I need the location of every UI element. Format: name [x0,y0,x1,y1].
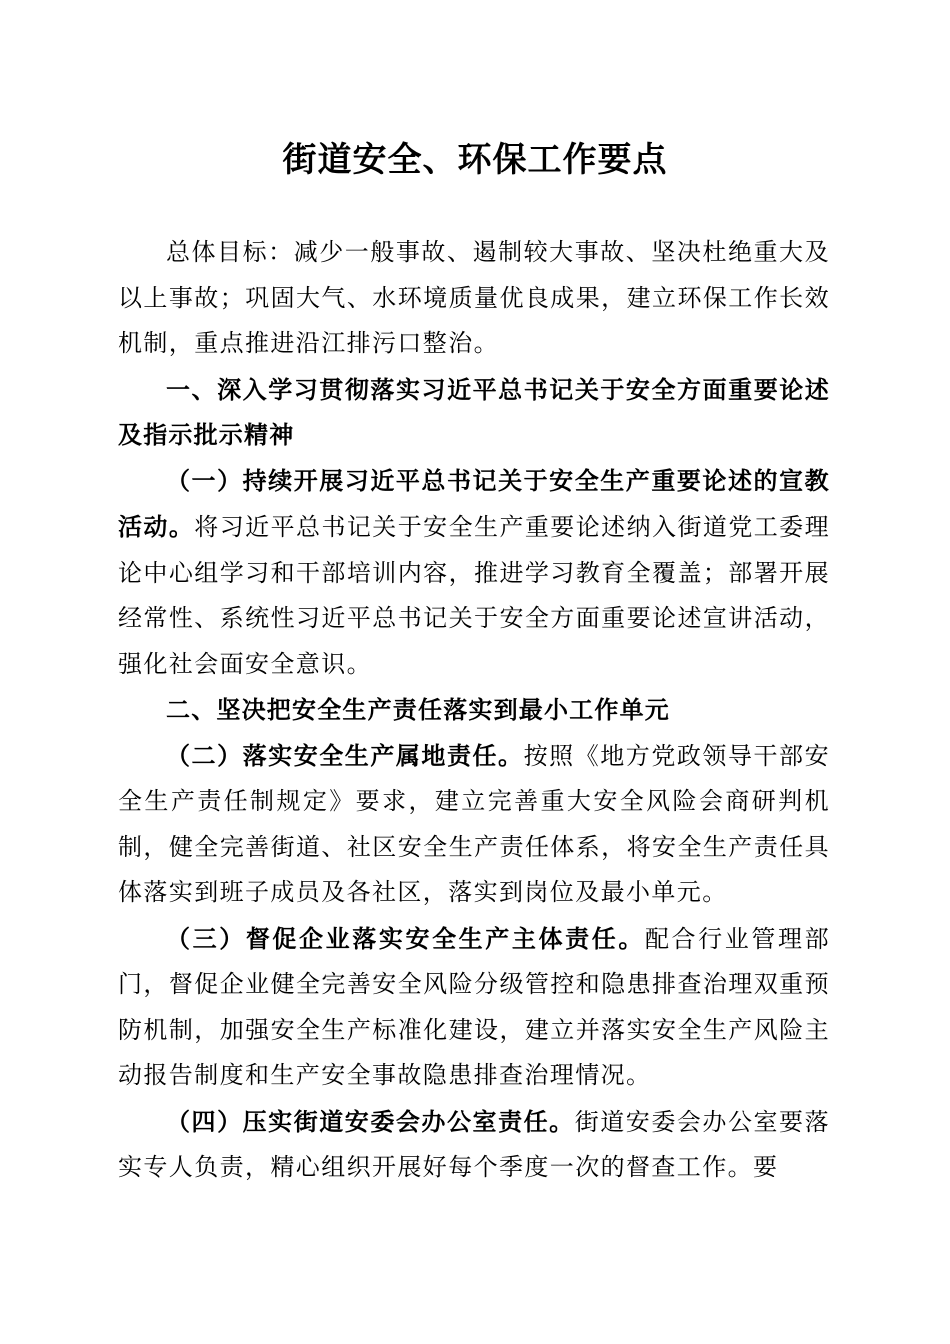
item-2-text: 按照《地方党政领导干部安全生产责任制规定》要求，建立完善重大安全风险会商研判机制，健全完善街道、社区安全生产责任体系，将安全生产责任具体落实到班子成员及各社区，落实到岗位及最小单元。 [118,741,830,906]
section-1-heading: 一、深入学习贯彻落实习近平总书记关于安全方面重要论述及指示批示精神 [118,374,830,449]
document-body [118,230,830,1191]
item-1-lead: （一）持续开展习近平总书记关于安全生产重要论述的宣教活动。 [118,465,830,541]
item-4-paragraph [118,1099,830,1191]
item-4-text: 街道安委会办公室要落实专人负责，精心组织开展好每个季度一次的督查工作。要 [118,1107,830,1181]
item-3-lead: （三）督促企业落实安全生产主体责任。 [166,923,645,953]
section-2-heading: 二、坚决把安全生产责任落实到最小工作单元 [166,695,670,724]
item-2-lead: （二）落实安全生产属地责任。 [166,740,524,770]
overall-goal-paragraph: 总体目标：减少一般事故、遏制较大事故、坚决杜绝重大及以上事故；巩固大气、水环境质量优良成果，建立环保工作长效机制，重点推进沿江排污口整治。 [118,238,830,357]
item-3-paragraph [118,916,830,1099]
item-1-paragraph [118,458,830,688]
document-title: 街道安全、环保工作要点 [282,140,668,180]
item-1-text: 将习近平总书记关于安全生产重要论述纳入街道党工委理论中心组学习和干部培训内容，推进学习教育全覆盖；部署开展经常性、系统性习近平总书记关于安全方面重要论述宣讲活动，强化社会面安全意识。 [118,513,831,678]
item-4-lead: （四）压实街道安委会办公室责任。 [166,1106,575,1136]
item-2-paragraph [118,733,830,916]
item-3-text: 配合行业管理部门，督促企业健全完善安全风险分级管控和隐患排查治理双重预防机制，加强安全生产标准化建设，建立并落实安全生产风险主动报告制度和生产安全事故隐患排查治理情况。 [118,924,830,1089]
